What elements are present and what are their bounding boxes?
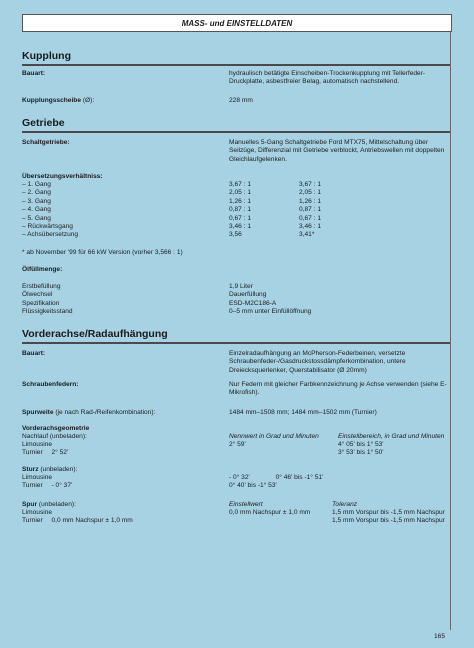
ratio-value: 3,46 : 1 [229, 223, 251, 231]
ratio-labels [22, 181, 78, 240]
sturz-limousine: Limousine [22, 474, 53, 481]
ratio-value: 2,05 : 1 [299, 189, 321, 197]
ratio-value: 3,67 : 1 [299, 181, 321, 188]
nachlauf-bereich-2: 3° 53' bis 1° 50' [338, 449, 384, 456]
nachlauf-bereich-1: 4° 05' bis 1° 53' [338, 441, 384, 448]
sturz-bereich-2: 0° 40' bis -1° 53' [229, 482, 277, 489]
oel-row-value: ESD-M2C186-A [229, 299, 277, 307]
sturz-bereich-1: 0° 46' bis -1° 51' [275, 474, 324, 481]
oel-row-value: 1,9 Liter [229, 283, 253, 290]
sturz-nennwert: - 0° 32' [229, 474, 250, 481]
nachlauf-turnier-row [22, 449, 68, 457]
ratio-value: 3,67 : 1 [229, 181, 251, 188]
ratio-label: – Rückwärtsgang [22, 223, 73, 231]
kupplung-bauart-value: hydraulisch betätigte Einscheiben-Trockenkupplung mit Tellerfeder-Druckplatte, asbestfreier Belag, automatisch nachstellend. [229, 70, 426, 86]
kupplungsscheibe-symbol: (Ø): [82, 97, 95, 104]
ratio-value: 1,26 : 1 [229, 197, 251, 205]
oel-row-label: Spezifikation [22, 299, 60, 307]
sturz-turnier-label: Turnier [22, 482, 43, 489]
spur-toleranz-1: 1,5 mm Vorspur bis -1,5 mm Nachspur [332, 509, 445, 516]
oel-row-value: 0–5 mm unter Einfüllöffnung [229, 308, 312, 316]
sturz-sub: (unbeladen): [40, 466, 78, 473]
section-rule [22, 131, 450, 133]
oel-row-label: Ölwechsel [22, 291, 53, 299]
ratio-label: – 1. Gang [22, 181, 51, 188]
oel-row-value: Dauerfüllung [229, 291, 267, 299]
ratio-value: 3,41* [299, 231, 315, 239]
ratio-label: – Achsübersetzung [22, 231, 79, 239]
nachlauf-limousine: Limousine [22, 441, 53, 448]
kupplung-bauart-label: Bauart: [22, 70, 46, 77]
page-number: 165 [434, 633, 446, 640]
ratio-value: 3,46 : 1 [299, 223, 321, 231]
spur-turnier-value: 0,0 mm Nachspur ± 1,0 mm [51, 517, 133, 524]
ratio-value: 3,56 [229, 231, 242, 239]
schraubenfedern-label: Schraubenfedern: [22, 381, 79, 388]
kupplungsscheibe-label: Kupplungsscheibe [22, 97, 81, 104]
section-title-kupplung: Kupplung [22, 50, 71, 62]
kupplungsscheibe-row [22, 97, 94, 105]
spur-einstellwert: 0,0 mm Nachspur ± 1,0 mm [229, 509, 311, 516]
oel-row-label: Erstbefüllung [22, 283, 61, 290]
ratio-value: 0,67 : 1 [229, 214, 251, 222]
ratio-value: 0,87 : 1 [299, 206, 321, 214]
ratio-values-col2 [299, 181, 321, 240]
col-header-einstellbereich: Einstellbereich, in Grad und Minuten [338, 433, 445, 440]
ratio-footnote: * ab November '99 für 66 kW Version (vorher 3,566 : 1) [22, 249, 183, 256]
ratio-label: – 4. Gang [22, 206, 51, 214]
section-rule [22, 342, 450, 344]
kupplungsscheibe-value: 228 mm [229, 97, 253, 104]
spurweite-row [22, 409, 155, 417]
ratio-value: 1,26 : 1 [299, 197, 321, 205]
nachlauf-turnier-value: 2° 52' [51, 449, 69, 456]
ratio-values-col1 [229, 181, 251, 240]
ratio-label: – 2. Gang [22, 189, 51, 197]
sturz-turnier-value: - 0° 37' [51, 482, 73, 489]
right-margin-line [450, 30, 451, 630]
va-bauart-label: Bauart: [22, 350, 46, 357]
spur-sub: (unbeladen): [38, 501, 76, 508]
spurweite-label: Spurweite [22, 409, 54, 416]
nachlauf-turnier-label: Turnier [22, 449, 43, 456]
nachlauf-label: Nachlauf (unbeladen): [22, 433, 87, 440]
section-title-getriebe: Getriebe [22, 117, 65, 129]
oel-labels [22, 283, 73, 317]
spur-toleranz-2: 1,5 mm Vorspur bis -1,5 mm Nachspur [332, 517, 445, 524]
schraubenfedern-value: Nur Federn mit gleicher Farbkennzeichnung je Achse verwenden (siehe E-Mikrofish). [229, 381, 447, 397]
oel-row-label: Flüssigkeitsstand [22, 308, 73, 316]
page-header-title: MASS- und EINSTELLDATEN [181, 18, 293, 28]
ratio-value: 2,05 : 1 [229, 189, 251, 197]
spurweite-sub: (je nach Rad-/Reifenkombination): [55, 409, 156, 416]
spurweite-value: 1484 mm–1508 mm; 1484 mm–1502 mm (Turnier) [229, 409, 377, 416]
col-header-nennwert: Nennwert in Grad und Minuten [229, 433, 319, 440]
ratio-label: – 5. Gang [22, 214, 51, 222]
spur-turnier-row [22, 517, 133, 525]
oel-values [229, 283, 311, 317]
vorderachsgeometrie-label: Vorderachsgeometrie [22, 425, 90, 432]
section-title-vorderachse: Vorderachse/Radaufhängung [22, 328, 168, 340]
oelfuellmenge-label: Ölfüllmenge: [22, 266, 63, 273]
col-header-toleranz: Toleranz [332, 501, 358, 508]
sturz-label: Sturz [22, 466, 39, 473]
col-header-einstellwert: Einstellwert [229, 501, 263, 508]
nachlauf-nennwert: 2° 59' [229, 441, 246, 448]
va-bauart-value: Einzelradaufhängung an McPherson-Federbeinen, versetzte Schraubenfeder-/Gasdruckstossdämpferkombination, untere Dreiecksquerlenker, Querstabilisator (Ø 20mm) [229, 350, 406, 374]
spur-limousine: Limousine [22, 509, 53, 516]
ratio-value: 0,87 : 1 [229, 206, 251, 214]
spur-turnier-label: Turnier [22, 517, 43, 524]
schaltgetriebe-value: Manuelles 5-Gang Schaltgetriebe Ford MTX75, Mittelschaltung über Seilzüge, Differenzial mit Getriebe verblockt, Antriebswellen mit doppelten Gleichlaufgelenken. [229, 139, 445, 163]
page-header [22, 14, 452, 32]
ratio-value: 0,67 : 1 [299, 214, 321, 222]
spur-label: Spur [22, 501, 38, 508]
uebersetzung-label: Übersetzungsverhältniss: [22, 173, 103, 180]
ratio-label: – 3. Gang [22, 197, 51, 205]
section-rule [22, 64, 450, 66]
sturz-turnier-row [22, 482, 72, 490]
schaltgetriebe-label: Schaltgetriebe: [22, 139, 70, 146]
